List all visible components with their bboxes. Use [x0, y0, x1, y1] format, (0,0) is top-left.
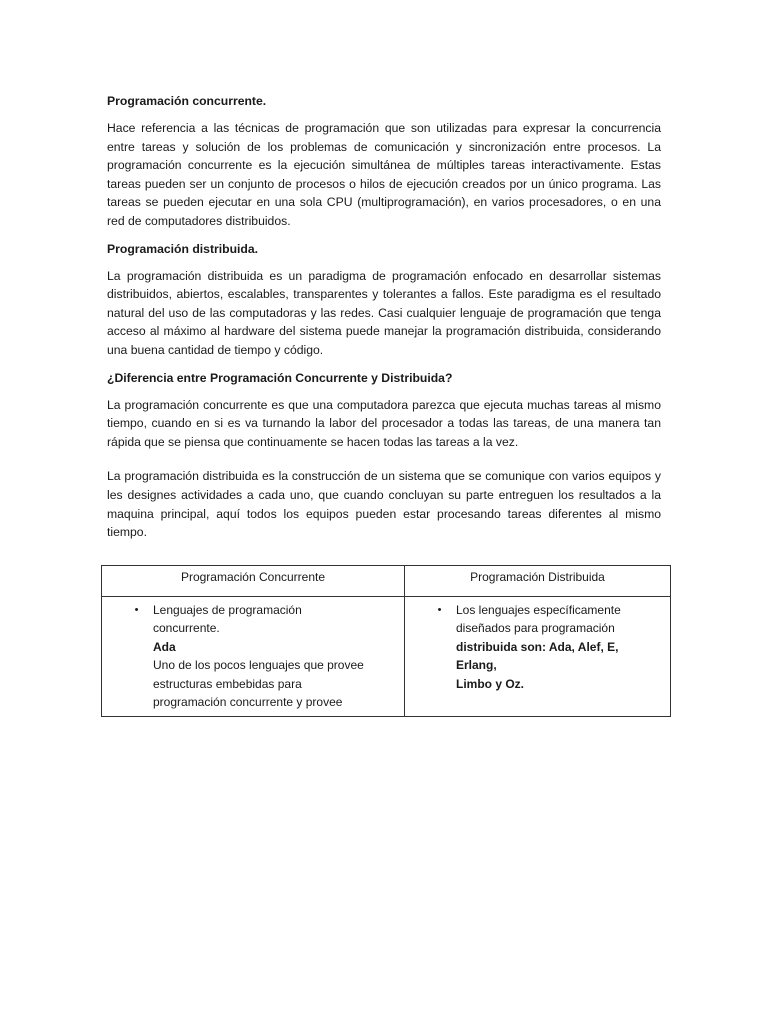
list-line: programación concurrente y provee	[153, 695, 343, 710]
bullet-icon: •	[134, 604, 139, 616]
language-name: Ada	[153, 639, 176, 654]
header-concurrent: Programación Concurrente	[102, 566, 405, 597]
list-line: distribuida son: Ada, Alef, E, Erlang,	[456, 639, 619, 673]
list-item-text	[452, 601, 662, 693]
cell-concurrent	[102, 597, 405, 717]
paragraph-difference-distributed: La programación distribuida es la construcción de un sistema que se comunique con varios equipos y les designes actividades a cada uno, que cuando concluyan su parte entreguen los resultados a la maquina principal, aquí todos los equipos pueden estar procesando tareas diferentes al mismo tiempo.	[107, 469, 661, 540]
list-line: concurrente.	[153, 621, 220, 636]
list-item	[413, 601, 662, 693]
table-header-row	[102, 566, 671, 597]
list-line: Uno de los pocos lenguajes que provee	[153, 658, 364, 673]
paragraph-difference-concurrent: La programación concurrente es que una computadora parezca que ejecuta muchas tareas al mismo tiempo, cuando en si es va turnando la labor del procesador a todas las tareas, de una manera tan rápida que se piensa que continuamente se hacen todas las tareas a la vez.	[107, 397, 661, 449]
bullet-icon: •	[437, 604, 442, 616]
paragraph-concurrent-programming: Hace referencia a las técnicas de programación que son utilizadas para expresar la concurrencia entre tareas y solución de los problemas de comunicación y sincronización entre procesos. La programación concurrente es la ejecución simultánea de múltiples tareas interactivamente. Estas tareas pueden ser un conjunto de procesos o hilos de ejecución creados por un único programa. Las tareas se pueden ejecutar en una sola CPU (multiprogramación), en varios procesadores, o en una red de computadores distribuidos.	[107, 121, 661, 228]
header-distributed: Programación Distribuida	[405, 566, 671, 597]
list-line: diseñados para programación	[456, 621, 615, 636]
list-line: Limbo y Oz.	[456, 676, 525, 691]
list-line: Lenguajes de programación	[153, 603, 302, 617]
paragraph-distributed-programming: La programación distribuida es un paradigma de programación enfocado en desarrollar sistemas distribuidos, abiertos, escalables, transparentes y tolerantes a fallos. Este paradigma es el resultado natural del uso de las computadoras y las redes. Casi cualquier lenguaje de programación que tenga acceso al máximo al hardware del sistema puede manejar la programación distribuida, considerando una buena cantidad de tiempo y código.	[107, 268, 661, 357]
heading-difference: ¿Diferencia entre Programación Concurrente y Distribuida?	[107, 370, 453, 385]
document-body	[107, 92, 661, 552]
comparison-table	[101, 565, 671, 717]
table-row	[102, 597, 671, 717]
list-line: Los lenguajes específicamente	[456, 603, 621, 617]
list-line: estructuras embebidas para	[153, 676, 302, 691]
cell-distributed	[405, 597, 671, 717]
heading-concurrent-programming: Programación concurrente.	[107, 94, 267, 108]
list-item	[110, 601, 396, 711]
list-item-text	[149, 601, 364, 711]
heading-distributed-programming: Programación distribuida.	[107, 241, 259, 256]
